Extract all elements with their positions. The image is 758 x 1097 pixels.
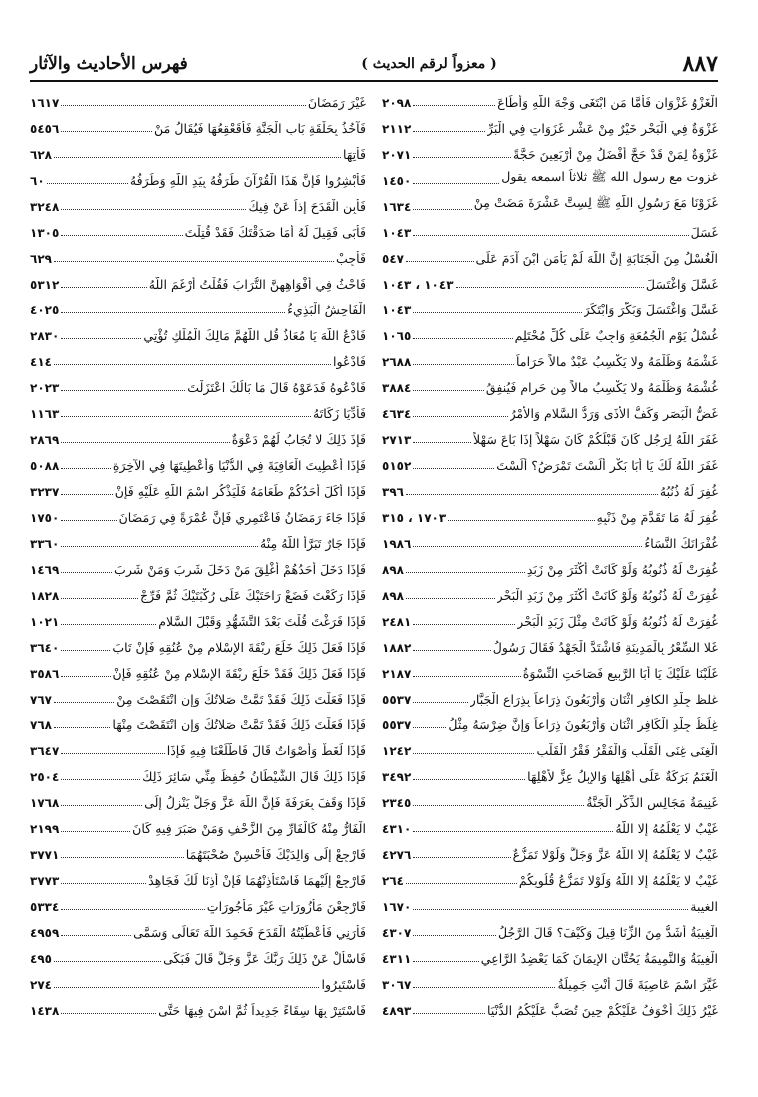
entry-text: فَآخُذُ بِحَلْقَةِ بَابِ الْجَنَّةِ فَأُقَعْقِعُهَا فَيُقَالُ مَنْ	[154, 120, 366, 136]
entry-text: فَإِذَا رَكَعْتَ فَضَعْ رَاحَتَيْكَ عَلَى رُكْبَتَيْكَ ثُمَّ فَرِّجْ	[140, 587, 366, 603]
index-entry	[382, 603, 718, 629]
index-entry	[30, 525, 366, 551]
leader-dots	[61, 624, 156, 625]
entry-text: غَزَوْنَا مَعَ رَسُولِ اللَّهِ ﷺ لِسِتَّ عَشْرَةَ مَضَتْ مِنْ	[473, 194, 718, 210]
index-entry	[382, 110, 718, 136]
leader-dots	[413, 961, 478, 962]
entry-text: غَيْرَ رَمَضَانَ	[307, 94, 366, 110]
entry-text: فَأَبْشِرُوا فَإِنَّ هَذَا الْقُرْآنَ طَرَفُهُ بِيَدِ اللَّهِ وَطَرَفُهُ	[129, 172, 366, 188]
entry-text: فَأَبَى فَقِيلَ لَهُ أَمَا صَدَقْتَكَ فَقَدْ قُتِلْتَ	[184, 224, 366, 240]
leader-dots	[61, 909, 204, 910]
index-entry	[30, 836, 366, 862]
entry-hadith-number: ٨٩٨	[382, 588, 404, 603]
leader-dots	[54, 727, 110, 728]
entry-hadith-number: ٣٣٦٠	[30, 536, 60, 551]
entry-hadith-number: ٧٦٧	[30, 692, 52, 707]
index-entry	[382, 862, 718, 888]
entry-hadith-number: ١٨٢٨	[30, 588, 60, 603]
entry-text: الغيبة	[690, 899, 718, 914]
entry-hadith-number: ٦٢٩	[30, 251, 52, 266]
entry-text: غُفِرَتْ لَهُ ذُنُوبُهُ وَلَوْ كَانَتْ أَكْثَرَ مِنْ زَبَدِ الْبَحْرِ	[496, 587, 718, 603]
index-entry	[382, 888, 718, 914]
index-entry	[382, 784, 718, 810]
index-entry	[30, 343, 366, 369]
leader-dots	[448, 520, 594, 521]
index-entry	[382, 343, 718, 369]
entry-hadith-number: ٢٠٢٣	[30, 381, 60, 396]
index-entry	[30, 214, 366, 240]
entry-text: غَلا السِّعْرُ بِالْمَدِينَةِ فَاشْتَدَّ الْجَهْدُ فَقَالَ رَسُولُ	[492, 639, 718, 655]
entry-text: غُفِرَتْ لَهُ ذُنُوبُهُ وَلَوْ كَانَتْ أَكْثَرَ مِنْ زَبَدِ	[526, 561, 718, 577]
entry-text: غَضُّ الْبَصَرِ وَكَفُّ الأذَى وَرَدُّ السَّلامِ وَالأمْرُ	[509, 406, 718, 422]
index-entry	[30, 681, 366, 707]
leader-dots	[406, 883, 517, 884]
leader-dots	[61, 338, 141, 339]
entry-hadith-number: ٣٠٦٧	[382, 977, 412, 992]
header-rule	[30, 80, 718, 82]
leader-dots	[61, 676, 110, 677]
index-entry	[382, 992, 718, 1018]
index-entry	[30, 110, 366, 136]
entry-text: غُفِرَتْ لَهُ ذُنُوبُهُ وَلَوْ كَانَتْ مِثْلَ زَبَدِ الْبَحْرِ	[517, 613, 718, 629]
leader-dots	[413, 390, 484, 391]
entry-text: الْغُسْلُ مِنَ الْجَنَابَةِ إِنَّ اللَّهَ لَمْ يَأْمَنِ ابْنَ آدَمَ عَلَى	[475, 250, 718, 266]
entry-hadith-number: ٣٦٤٠	[30, 640, 60, 655]
entry-text: فَإِذَا فَعَلَ ذَلِكَ خَلَعَ رِبْقَةَ الإِسْلامِ مِنْ عُنُقِهِ فَإِنْ تَابَ	[112, 639, 366, 655]
entry-hadith-number: ٥٤٧	[382, 251, 404, 266]
entry-hadith-number: ٧٦٨	[30, 718, 52, 733]
leader-dots	[413, 727, 446, 728]
leader-dots	[413, 909, 688, 910]
entry-hadith-number: ٢٣٤٥	[382, 796, 412, 811]
leader-dots	[413, 779, 525, 780]
index-entry	[382, 836, 718, 862]
entry-hadith-number: ١٤٥٠	[382, 173, 412, 188]
leader-dots	[61, 209, 246, 210]
entry-hadith-number: ٤١٤	[30, 355, 52, 370]
entry-hadith-number: ١٧٠٣ ، ٣١٥	[382, 510, 447, 525]
entry-hadith-number: ٤٩٥	[30, 951, 52, 966]
entry-hadith-number: ٢٧١٣	[382, 433, 412, 448]
entry-text: فَإِذَا ذَلِكَ قَالَ الشَّيْطَانُ حُفِظَ مِنِّي سَائِرَ ذَلِكَ	[142, 769, 366, 785]
index-entry	[30, 421, 366, 447]
leader-dots	[413, 624, 515, 625]
leader-dots	[413, 676, 521, 677]
leader-dots	[413, 468, 494, 469]
index-entry	[382, 577, 718, 603]
entry-hadith-number: ١٠٤٣ ، ١٠٤٣	[382, 277, 454, 292]
index-entry	[30, 317, 366, 343]
leader-dots	[413, 105, 495, 106]
index-entry	[30, 136, 366, 162]
index-entry	[30, 655, 366, 681]
index-entry	[30, 499, 366, 525]
entry-hadith-number: ٢٨٣٠	[30, 329, 60, 344]
entry-text: فَإِذَ ذَلِكَ لا تُجَابُ لَهُمْ دَعْوَةٌ	[231, 432, 366, 448]
index-entry	[382, 136, 718, 162]
entry-hadith-number: ١٤٦٩	[30, 562, 60, 577]
entry-text: الْغِيبَةُ أَشَدُّ مِنَ الزِّنَا قِيلَ وَكَيْفَ؟ قَالَ الرَّجُلُ	[498, 924, 718, 940]
index-entry	[30, 395, 366, 421]
entry-text: غُشْمَهُ وَظُلْمَهُ ولا يَكْسِبُ مالاً مِن حَرامٍ فَيُنفِقُ	[485, 380, 718, 396]
leader-dots	[61, 805, 142, 806]
index-entry	[382, 84, 718, 110]
index-entry	[30, 473, 366, 499]
entry-text: الْفَارُّ مِنْهُ كَالْفَارِّ مِنَ الزَّحْفِ وَمَنْ صَبَرَ فِيهِ كَانَ	[132, 821, 366, 837]
entry-text: فَاحْثُ فِي أَفْوَاهِهِنَّ التُّرَابَ فَقُلْتُ أَرْغَمَ اللَّهُ	[148, 276, 366, 292]
index-entry	[382, 810, 718, 836]
leader-dots	[413, 157, 511, 158]
entry-hadith-number: ٢٦٤	[382, 874, 404, 889]
entry-hadith-number: ٣٢٤٨	[30, 199, 60, 214]
entry-text: فَإِذَا فَرَغْتَ قُلْتَ بَعْدَ التَّشَهُّدِ وَقَبْلَ السَّلامِ	[158, 613, 366, 629]
entry-hadith-number: ٤٣٠٧	[382, 925, 412, 940]
entry-text: غِلَظُ جِلْدِ الْكَافِرِ اثْنَانِ وَأَرْبَعُونَ ذِرَاعاً وَإِنَّ ضِرْسَهُ مِثْلُ	[448, 717, 718, 733]
entry-text: فَأَبِنِ الْقَدَحَ إِذاً عَنْ فِيكَ	[248, 198, 366, 214]
entry-text: غَنِيمَةُ مَجَالِسِ الذِّكْرِ الْجَنَّةُ	[586, 795, 718, 811]
entry-hadith-number: ٢٦٨٨	[382, 355, 412, 370]
index-entry	[30, 188, 366, 214]
entry-hadith-number: ١٨٨٢	[382, 640, 412, 655]
index-entry	[382, 551, 718, 577]
entry-text: غَسَّلَ وَاغْتَسَلَ وَبَكَّرَ وَابْتَكَرَ	[583, 302, 718, 318]
index-entry	[382, 940, 718, 966]
entry-text: غَسَّلَ وَاغْتَسَلَ	[645, 276, 718, 292]
leader-dots	[47, 183, 128, 184]
leader-dots	[54, 961, 161, 962]
right-column	[382, 84, 718, 1018]
index-entry	[382, 369, 718, 395]
leader-dots	[61, 935, 131, 936]
index-entry	[30, 162, 366, 188]
entry-text: غَفَرَ اللَّهُ لَكَ يَا أَبَا بَكْرٍ أَلَسْتَ تَمْرَضُ؟ أَلَسْتَ	[496, 458, 718, 474]
index-entry	[382, 966, 718, 992]
index-entry	[30, 992, 366, 1018]
leader-dots	[406, 598, 495, 599]
entry-text: فَأْتِهَا	[342, 146, 366, 162]
entry-text: غَيْرُ ذَلِكَ أَخْوَفُ عَلَيْكُمْ حِينَ تُصَبُّ عَلَيْكُمُ الدُّنْيَا	[487, 1002, 718, 1018]
entry-hadith-number: ١٠٤٣	[382, 225, 412, 240]
entry-hadith-number: ٢١١٢	[382, 121, 412, 136]
entry-text: غَسَلَ	[690, 224, 718, 240]
entry-hadith-number: ٣٨٨٤	[382, 381, 412, 396]
leader-dots	[54, 157, 341, 158]
leader-dots	[413, 235, 688, 236]
index-entry	[382, 499, 718, 525]
entry-hadith-number: ٤٣١١	[382, 951, 412, 966]
index-entry	[382, 317, 718, 343]
leader-dots	[61, 650, 110, 651]
leader-dots	[61, 572, 112, 573]
entry-hadith-number: ١٠٤٣	[382, 303, 412, 318]
leader-dots	[61, 390, 185, 391]
index-entry	[382, 292, 718, 318]
entry-text: غزوت مع رسول الله ﷺ ثلاثاً اسمعه يقول	[501, 168, 718, 184]
entry-hadith-number: ٣٩٦	[382, 485, 404, 499]
index-entry	[30, 577, 366, 603]
entry-hadith-number: ٤٨٩٣	[382, 1003, 412, 1018]
entry-hadith-number: ٣٧٧٣	[30, 874, 60, 889]
entry-hadith-number: ٢٠٩٨	[382, 95, 412, 110]
entry-hadith-number: ١٧٥٠	[30, 510, 60, 525]
leader-dots	[413, 805, 584, 806]
entry-hadith-number: ١٩٨٦	[382, 536, 412, 551]
entry-hadith-number: ٣٤٩٢	[382, 770, 412, 785]
entry-hadith-number: ٦٠	[30, 173, 45, 188]
entry-text: فَإِذَا دَخَلَ أَحَدُهُمْ أُغْلِقَ مَنْ دَخَلَ شَرِبَ وَمَنْ شَرِبَ	[114, 561, 366, 577]
index-entry	[382, 629, 718, 655]
entry-hadith-number: ١٦١٧	[30, 95, 60, 110]
entry-hadith-number: ٢٥٠٤	[30, 770, 60, 785]
leader-dots	[54, 987, 319, 988]
index-entry	[30, 629, 366, 655]
page-number: ٨٨٧	[682, 51, 718, 77]
page-header	[30, 48, 718, 80]
entry-hadith-number: ٥٤٥٦	[30, 121, 60, 136]
entry-text: فَادْعُوهُ فَدَعَوْهُ قَالَ مَا بَالُكَ اعْتَزَلْتَ	[187, 380, 366, 396]
leader-dots	[61, 287, 146, 288]
index-entry	[382, 162, 718, 188]
index-entry	[382, 395, 718, 421]
index-entry	[30, 369, 366, 395]
entry-hadith-number: ١٠٢١	[30, 614, 60, 629]
leader-dots	[61, 494, 112, 495]
index-entry	[382, 732, 718, 758]
leader-dots	[61, 598, 138, 599]
leader-dots	[61, 312, 285, 313]
leader-dots	[413, 987, 555, 988]
entry-text: غَيْبٌ لا يَعْلَمُهُ إِلا اللَّهُ	[615, 821, 718, 837]
index-entry	[382, 655, 718, 681]
entry-hadith-number: ١٦٧٠	[382, 900, 412, 914]
index-entry	[382, 681, 718, 707]
leader-dots	[413, 338, 512, 339]
index-title: فهرس الأحاديث والآثار	[30, 54, 188, 74]
entry-hadith-number: ١٣٠٥	[30, 225, 60, 240]
leader-dots	[54, 702, 114, 703]
entry-hadith-number: ٥٠٨٨	[30, 459, 60, 474]
entry-text: الْغِنَى غِنَى الْقَلْبِ وَالْفَقْرُ فَقْرُ الْقَلْبِ	[536, 743, 718, 759]
entry-hadith-number: ١٧٦٨	[30, 796, 60, 811]
index-entry	[382, 421, 718, 447]
entry-text: غلظ جِلْدِ الكافِرِ اثْنَانِ وَأَرْبَعُونَ ذِرَاعاً بِذِرَاعِ الْجَبَّارِ	[469, 691, 718, 707]
entry-text: فَإِذَا لَغَطٌ وَأَصْوَاتٌ قَالَ فَاطَّلَعْنَا فِيهِ فَإِذَا	[166, 743, 366, 759]
entry-text: فَإِذَا وَقَفَ بِعَرَفَةَ فَإِنَّ اللَّهَ عَزَّ وَجَلَّ يَنْزِلُ إِلَى	[144, 795, 366, 811]
leader-dots	[61, 883, 146, 884]
entry-text: غَيْبٌ لا يَعْلَمُهُ إِلا اللَّهُ عَزَّ وَجَلَّ وَلَوْلا تَمَزُّعٌ	[512, 847, 718, 863]
leader-dots	[61, 520, 116, 521]
entry-text: فَاسْأَلْ عَنْ ذَلِكَ رَبَّكَ عَزَّ وَجَلَّ قَالَ فَبَكَى	[163, 950, 366, 966]
entry-text: فَأَجِبْ	[335, 250, 366, 266]
entry-text: الْغَزْوُ غَزْوَانِ فَأَمَّا مَنِ ابْتَغَى وَجْهَ اللَّهِ وَأَطَاعَ	[497, 94, 718, 110]
leader-dots	[61, 857, 183, 858]
entry-hadith-number: ٤٦٣٤	[382, 407, 412, 422]
entry-text: غَيْبٌ لا يَعْلَمُهُ إِلا اللَّهُ وَلَوْلا تَمَزُّعُ قُلُوبِكُمْ	[518, 873, 718, 889]
entry-text: غَزْوَةٌ لِمَنْ قَدْ حَجَّ أَفْضَلُ مِنْ أَرْبَعِينَ حَجَّةً	[512, 146, 718, 162]
entry-text: غُفِرَ لَهُ مَا تَقَدَّمَ مِنْ ذَنْبِهِ	[596, 509, 718, 525]
entry-text: فَإِذَا فَعَلْتَ ذَلِكَ فَقَدْ تَمَّتْ صَلاتُكَ وَإِنِ انْتَقَصْتَ مِنْ	[116, 691, 366, 707]
entry-hadith-number: ١٠٦٥	[382, 329, 412, 344]
leader-dots	[413, 857, 510, 858]
index-entry	[382, 707, 718, 733]
leader-dots	[413, 442, 471, 443]
index-entry	[30, 810, 366, 836]
entry-text: فَإِذَا أُعْطِيتَ الْعَافِيَةَ فِي الدُّنْيَا وَأُعْطِيتَهَا فِي الآخِرَةِ	[112, 458, 366, 474]
leader-dots	[61, 105, 306, 106]
index-entry	[382, 914, 718, 940]
entry-text: فَارْجِعْ إِلَى وَالِدَيْكَ فَأَحْسِنْ صُحْبَتَهُمَا	[185, 847, 366, 863]
index-entry	[30, 862, 366, 888]
left-column	[30, 84, 366, 1018]
entry-text: فَإِذَا جَارٌ تَبَرَّأَ اللَّهُ مِنْهُ	[260, 535, 366, 551]
entry-text: فَاسْتَتِرْ بِهَا سِقَاءً جَدِيداً ثُمَّ اسْنَ فِيهَا حَتَّى	[158, 1002, 366, 1018]
entry-hadith-number: ٥١٥٢	[382, 459, 412, 474]
entry-text: غُفْرَانَكَ النَّسَاءُ	[644, 535, 718, 551]
entry-hadith-number: ٢٠٧١	[382, 147, 412, 162]
index-entry	[382, 525, 718, 551]
index-entry	[30, 266, 366, 292]
leader-dots	[413, 650, 490, 651]
entry-text: فَارْجِعْنَ مَأْزُورَاتٍ غَيْرَ مَأْجُورَاتٍ	[206, 899, 366, 914]
entry-hadith-number: ٣٢٣٧	[30, 485, 60, 499]
entry-hadith-number: ٤٩٥٩	[30, 925, 60, 940]
index-entry	[382, 758, 718, 784]
entry-hadith-number: ٤٢٧٦	[382, 848, 412, 863]
entry-hadith-number: ٥٣٣٤	[30, 900, 60, 914]
entry-text: فَإِذَا فَعَلَ ذَلِكَ فَقَدْ خَلَعَ رِبْقَةَ الإِسْلامِ مِنْ عُنُقِهِ فَإِنْ	[112, 665, 366, 681]
entry-hadith-number: ٤٠٢٥	[30, 303, 60, 318]
entry-hadith-number: ٢٧٤	[30, 977, 52, 992]
leader-dots	[406, 572, 525, 573]
entry-text: الْغَنَمُ بَرَكَةٌ عَلَى أَهْلِهَا وَالإبِلُ عِزٌّ لأهْلِهَا	[527, 769, 718, 785]
leader-dots	[61, 831, 130, 832]
entry-hadith-number: ٥٥٣٧	[382, 718, 412, 733]
entry-text: فَادْعُوا	[333, 354, 366, 370]
leader-dots	[413, 1013, 485, 1014]
entry-hadith-number: ٢٤٨١	[382, 614, 412, 629]
entry-hadith-number: ١٤٣٨	[30, 1003, 60, 1018]
index-entry	[382, 447, 718, 473]
entry-hadith-number: ٤٣١٠	[382, 822, 412, 837]
leader-dots	[413, 183, 499, 184]
index-entry	[30, 914, 366, 940]
entry-text: فَإِذَا فَعَلْتَ ذَلِكَ فَقَدْ تَمَّتْ صَلاتُكَ وَإِنِ انْتَقَصْتَ مِنْهَا	[112, 717, 366, 733]
leader-dots	[413, 935, 496, 936]
index-entry	[30, 240, 366, 266]
entry-hadith-number: ١٦٣٤	[382, 199, 412, 214]
leader-dots	[61, 779, 140, 780]
index-entry	[382, 214, 718, 240]
entry-text: فَارْجِعْ إِلَيْهِمَا فَاسْتَأْذِنْهُمَا فَإِنْ أَذِنَا لَكَ فَجَاهِدْ	[148, 873, 366, 889]
entry-hadith-number: ٢٨٦٩	[30, 433, 60, 448]
leader-dots	[54, 364, 331, 365]
leader-dots	[413, 831, 613, 832]
entry-hadith-number: ٢١٨٧	[382, 666, 412, 681]
entry-text: فَادْعُ اللَّهَ يَا مُعَاذُ قُلِ اللَّهُمَّ مَالِكَ الْمُلْكِ تُؤْتِي	[143, 328, 366, 344]
leader-dots	[61, 235, 182, 236]
entry-hadith-number: ٣٧٧١	[30, 848, 60, 863]
leader-dots	[406, 261, 474, 262]
leader-dots	[54, 261, 334, 262]
leader-dots	[413, 131, 485, 132]
entry-text: غَشْمَهُ وَظَلْمَهُ ولا يَكْسِبُ عَبْدٌ مالاً حَرَاماً	[515, 354, 718, 370]
entry-text: فَإِذَا جَاءَ رَمَضَانُ فَاعْتَمِرِي فَإِنَّ عُمْرَةً فِي رَمَضَانَ	[118, 509, 366, 525]
entry-text: غَلَبْنَا عَلَيْكَ يَا أَبَا الرَّبِيعِ فَصَاحَتِ النِّسْوَةُ	[522, 665, 718, 681]
leader-dots	[61, 442, 229, 443]
entry-hadith-number: ٦٢٨	[30, 147, 52, 162]
index-entry	[382, 240, 718, 266]
index-entry	[30, 758, 366, 784]
index-entry	[30, 888, 366, 914]
entry-text: غُفِرَ لَهُ ذُنُبُهُ	[659, 484, 718, 499]
entry-text: غَزْوَةٌ فِي الْبَحْرِ خَيْرٌ مِنْ عَشْرِ غَزَوَاتٍ فِي الْبَرِّ	[486, 120, 718, 136]
leader-dots	[413, 702, 467, 703]
leader-dots	[61, 1013, 156, 1014]
leader-dots	[413, 753, 534, 754]
leader-dots	[61, 131, 152, 132]
index-entry	[30, 84, 366, 110]
leader-dots	[413, 364, 514, 365]
entry-hadith-number: ١١٦٣	[30, 407, 60, 422]
entry-text: غَفَرَ اللَّهُ لِرَجُلٍ كَانَ قَبْلَكُمْ كَانَ سَهْلاً إِذَا بَاعَ سَهْلاً	[473, 432, 718, 448]
entry-hadith-number: ٣٥٨٦	[30, 666, 60, 681]
index-entry	[30, 551, 366, 577]
index-entry	[30, 732, 366, 758]
entry-text: فَأَدِّيَا زَكَاتَهُ	[313, 406, 366, 422]
leader-dots	[413, 416, 507, 417]
entry-text: فَأَرَنِي فَأَعْطَيْتُهُ الْقَدَحَ فَحَمِدَ اللَّهَ تَعَالَى وَسَمَّى	[133, 924, 366, 940]
index-entry	[30, 603, 366, 629]
index-entry	[30, 707, 366, 733]
index-entry	[30, 940, 366, 966]
leader-dots	[61, 546, 258, 547]
index-entry	[382, 188, 718, 214]
entry-hadith-number: ٥٥٣٧	[382, 692, 412, 707]
entry-text: غُسْلُ يَوْمِ الْجُمُعَةِ وَاجِبٌ عَلَى كُلِّ مُحْتَلِمٍ	[514, 328, 718, 344]
entry-hadith-number: ٢١٩٩	[30, 822, 60, 837]
index-entry	[30, 966, 366, 992]
entry-text: الْغِيبَةُ وَالنَّمِيمَةُ يَحُتَّانِ الإيمَانَ كَمَا يَعْضِدُ الرَّاعِي	[480, 950, 718, 966]
leader-dots	[61, 753, 164, 754]
entry-hadith-number: ١٢٤٢	[382, 744, 412, 759]
entry-hadith-number: ٨٩٨	[382, 562, 404, 577]
leader-dots	[413, 312, 581, 313]
entry-hadith-number: ٣٦٤٧	[30, 744, 60, 759]
index-entry	[30, 447, 366, 473]
leader-dots	[413, 209, 471, 210]
leader-dots	[413, 546, 642, 547]
entry-text: فَاسْتَبِرُوا	[321, 976, 366, 992]
leader-dots	[456, 287, 644, 288]
header-subtitle: ( معزواً لرقم الحديث )	[361, 56, 497, 72]
entry-text: فَإِذَا أَكَلَ أَحَدُكُمْ طَعَامَهُ فَلْيَذْكُرِ اسْمَ اللَّهِ عَلَيْهِ فَإِنْ	[114, 484, 366, 499]
index-entry	[382, 473, 718, 499]
index-entry	[30, 784, 366, 810]
leader-dots	[406, 494, 658, 495]
entry-text: غَيَّرَ اسْمَ عَاصِيَةَ قَالَ أَنْتِ جَمِيلَةُ	[557, 976, 718, 992]
entry-text: الْفَاحِشُ الْبَذِيءُ	[287, 302, 366, 318]
index-entry	[30, 292, 366, 318]
entry-hadith-number: ٥٣١٢	[30, 277, 60, 292]
index-entry	[382, 266, 718, 292]
leader-dots	[61, 416, 311, 417]
leader-dots	[61, 468, 111, 469]
